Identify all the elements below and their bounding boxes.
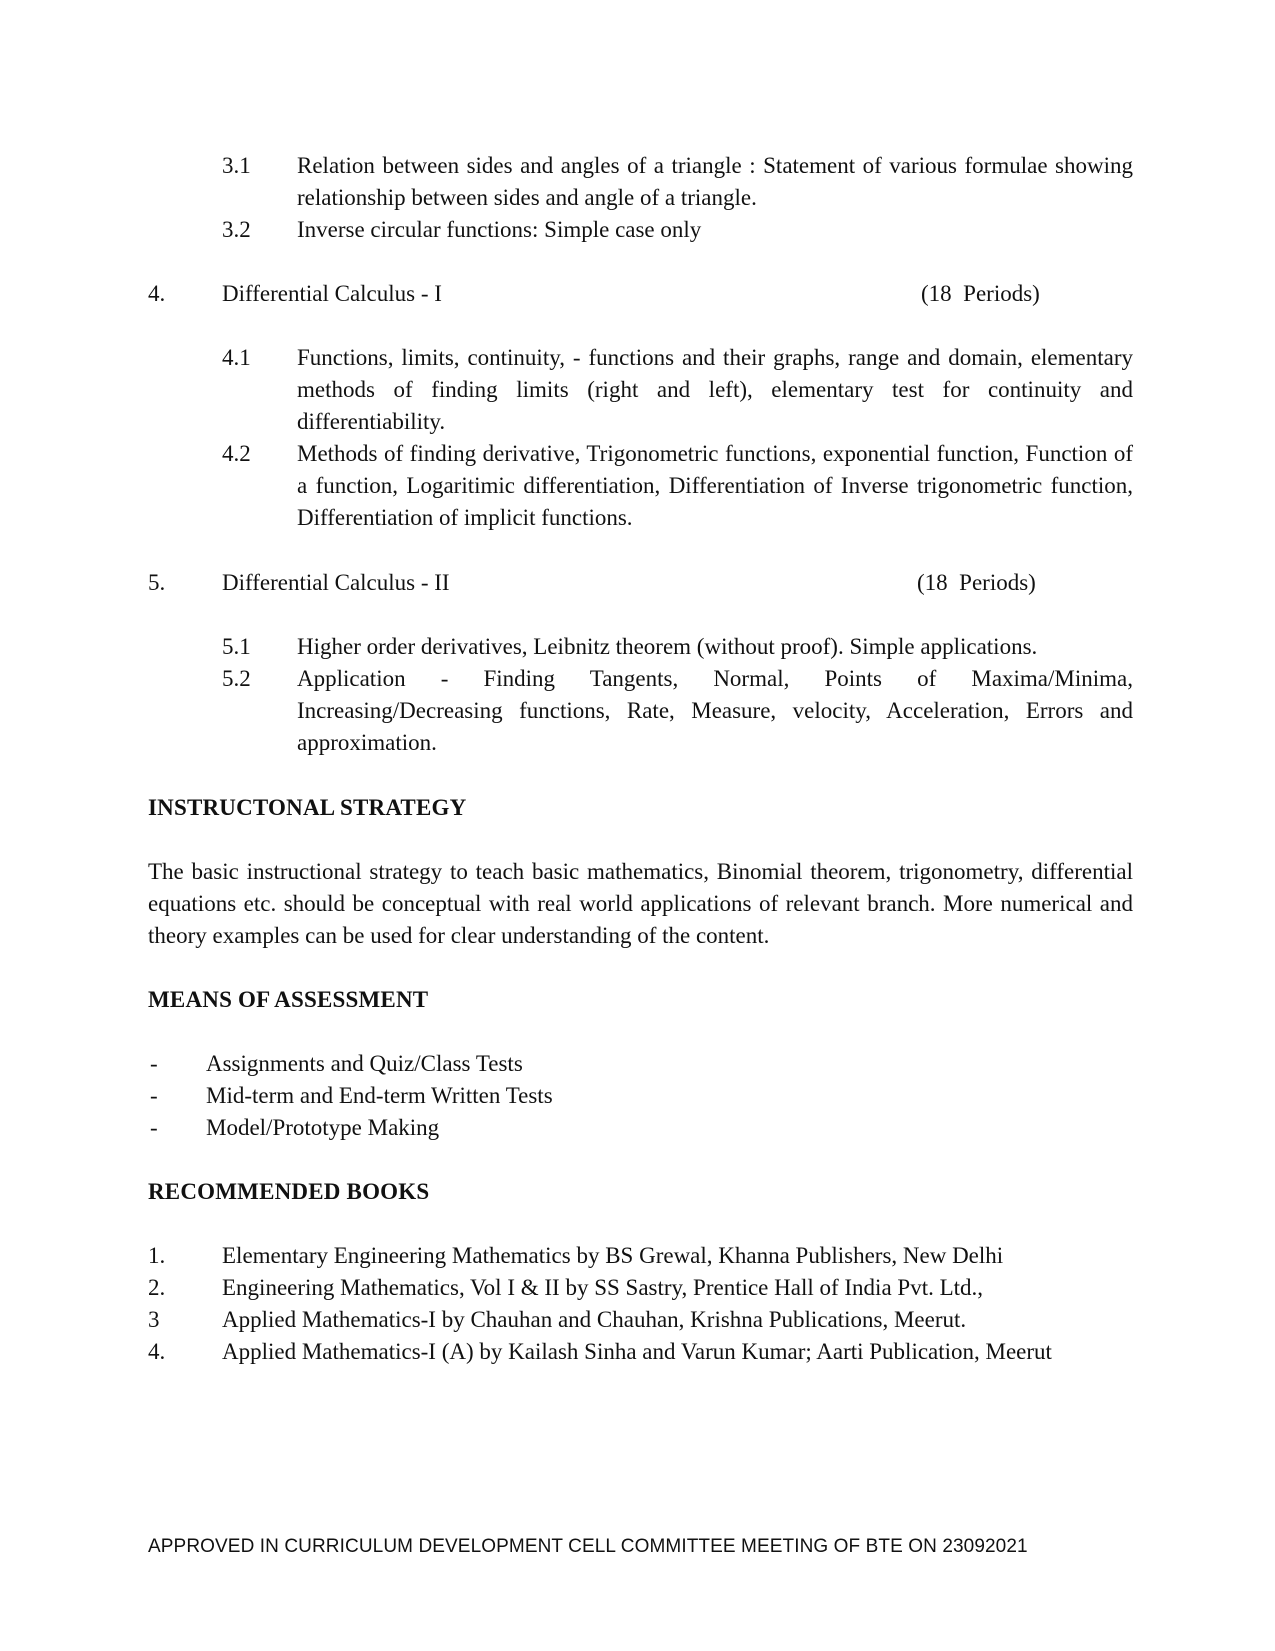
assessment-item: Assignments and Quiz/Class Tests [206, 1051, 523, 1076]
subtopic-text: Methods of finding derivative, Trigonometric functions, exponential function, Function of a function, Logaritimic differentiation, Differentiation of Inverse trigonometric function, Differentiation of implicit functions. [297, 441, 1133, 530]
subtopic-text: Functions, limits, continuity, - functions and their graphs, range and domain, elementary methods of finding limits (right and left), elementary test for continuity and differentiability. [297, 345, 1133, 434]
book-number: 1. [148, 1243, 166, 1268]
book-number: 4. [148, 1339, 166, 1364]
subtopic-text: Application - Finding Tangents, Normal, Points of Maxima/Minima, Increasing/Decreasing functions, Rate, Measure, velocity, Acceleration, Errors and approximation. [297, 666, 1133, 755]
subtopic-number: 3.1 [222, 153, 251, 178]
assessment-item: Model/Prototype Making [206, 1115, 440, 1140]
subtopic-number: 5.1 [222, 634, 251, 659]
subtopic-text: Higher order derivatives, Leibnitz theorem (without proof). Simple applications. [297, 634, 1038, 659]
subtopic-number: 5.2 [222, 666, 251, 691]
instructional-strategy-heading: INSTRUCTONAL STRATEGY [148, 795, 467, 820]
book-entry: Engineering Mathematics, Vol I & II by SS Sastry, Prentice Hall of India Pvt. Ltd., [222, 1275, 984, 1300]
bullet-dash: - [150, 1115, 158, 1140]
book-number: 3 [148, 1307, 160, 1332]
subtopic-number: 3.2 [222, 217, 251, 242]
assessment-item: Mid-term and End-term Written Tests [206, 1083, 553, 1108]
book-entry: Applied Mathematics-I (A) by Kailash Sinha and Varun Kumar; Aarti Publication, Meerut [222, 1339, 1052, 1364]
subtopic-text: Relation between sides and angles of a triangle : Statement of various formulae showing relationship between sides and angle of a triangle. [297, 153, 1133, 210]
bullet-dash: - [150, 1083, 158, 1108]
section-number: 5. [148, 570, 166, 595]
section-periods: (18 Periods) [921, 281, 1040, 306]
books-heading: RECOMMENDED BOOKS [148, 1179, 430, 1204]
book-entry: Elementary Engineering Mathematics by BS Grewal, Khanna Publishers, New Delhi [222, 1243, 1004, 1268]
instructional-strategy-text: The basic instructional strategy to teach basic mathematics, Binomial theorem, trigonometry, differential equations etc. should be conceptual with real world applications of relevant branch. More numerical and theory examples can be used for clear understanding of the content. [148, 859, 1133, 948]
book-entry: Applied Mathematics-I by Chauhan and Chauhan, Krishna Publications, Meerut. [222, 1307, 967, 1332]
subtopic-number: 4.1 [222, 345, 251, 370]
assessment-heading: MEANS OF ASSESSMENT [148, 987, 429, 1012]
bullet-dash: - [150, 1051, 158, 1076]
subtopic-text: Inverse circular functions: Simple case only [297, 217, 702, 242]
section-title: Differential Calculus - II [222, 570, 450, 595]
approval-footer: APPROVED IN CURRICULUM DEVELOPMENT CELL COMMITTEE MEETING OF BTE ON 23092021 [148, 1536, 1028, 1557]
section-periods: (18 Periods) [917, 570, 1036, 595]
section-title: Differential Calculus - I [222, 281, 442, 306]
book-number: 2. [148, 1275, 166, 1300]
subtopic-number: 4.2 [222, 441, 251, 466]
section-number: 4. [148, 281, 166, 306]
